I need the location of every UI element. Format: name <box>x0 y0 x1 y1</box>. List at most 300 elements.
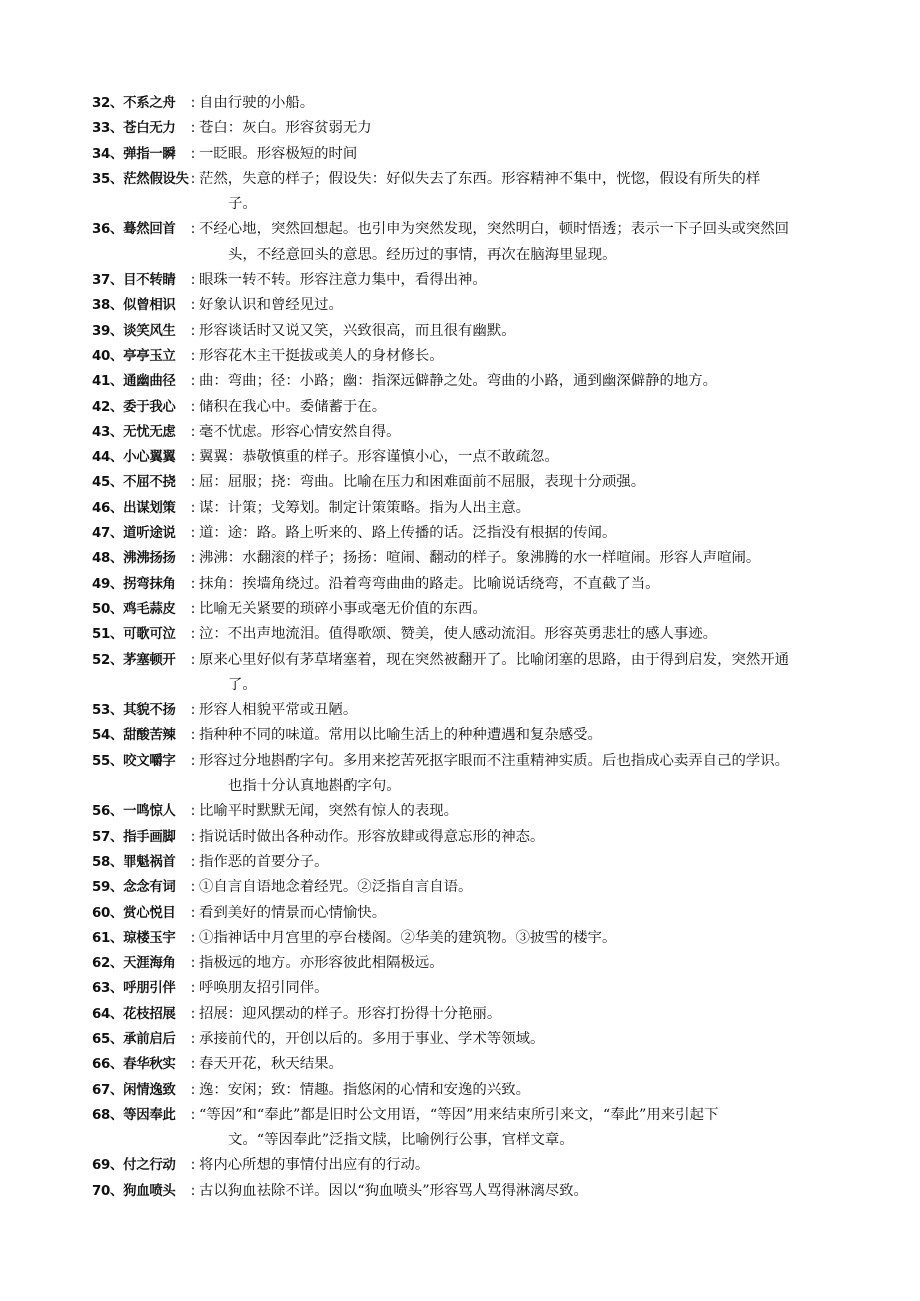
idiom-term-text: 拐弯抹角 <box>123 576 176 592</box>
idiom-number-separator: 、 <box>110 121 124 137</box>
definition-line: 比喻平时默默无闻，突然有惊人的表现。 <box>199 803 459 820</box>
definition-line: 曲：弯曲；径：小路；幽：指深远僻静之处。弯曲的小路，通到幽深僻静的地方。 <box>199 373 718 390</box>
idiom-entry <box>92 1052 832 1077</box>
idiom-definition <box>197 976 832 1001</box>
idiom-term-text: 出谋划策 <box>123 500 176 516</box>
idiom-definition <box>197 420 832 445</box>
idiom-entry <box>92 1078 832 1103</box>
definition-line: 看到美好的情景而心情愉快。 <box>199 904 387 921</box>
idiom-entry <box>92 167 832 218</box>
idiom-entry <box>92 799 832 824</box>
term-colon: : <box>190 1157 196 1174</box>
idiom-number: 40 <box>92 348 111 364</box>
idiom-term-text: 春华秋实 <box>123 1057 176 1073</box>
idiom-term <box>92 1027 189 1052</box>
idiom-number: 57 <box>92 829 111 845</box>
idiom-number: 66 <box>92 1057 111 1073</box>
idiom-number: 33 <box>92 121 111 137</box>
term-colon: : <box>190 727 196 744</box>
idiom-number-separator: 、 <box>110 905 124 921</box>
idiom-term <box>92 1002 189 1027</box>
idiom-term <box>92 723 189 748</box>
idiom-number-separator: 、 <box>110 146 124 162</box>
term-colon: : <box>190 1030 196 1047</box>
term-colon: : <box>190 1056 196 1073</box>
idiom-definition <box>197 875 832 900</box>
idiom-entry <box>92 749 832 800</box>
idiom-list <box>92 91 832 1204</box>
idiom-number: 45 <box>92 475 111 491</box>
idiom-term-text: 谈笑风生 <box>123 323 176 339</box>
idiom-term <box>92 572 189 597</box>
definition-continuation: 子。 <box>228 196 257 213</box>
idiom-entry <box>92 825 832 850</box>
idiom-term <box>92 293 189 318</box>
idiom-definition <box>197 597 832 622</box>
idiom-term-text: 闲情逸致 <box>123 1082 176 1098</box>
idiom-definition <box>197 1002 832 1027</box>
idiom-definition <box>197 572 832 597</box>
idiom-term-text: 茫然假设失 <box>123 171 189 187</box>
term-colon: : <box>190 955 196 972</box>
idiom-definition <box>197 799 832 824</box>
idiom-entry <box>92 217 832 268</box>
idiom-number-separator: 、 <box>110 450 124 466</box>
idiom-entry <box>92 976 832 1001</box>
idiom-number: 69 <box>92 1158 111 1174</box>
term-colon: : <box>190 449 196 466</box>
idiom-term-text: 呼朋引伴 <box>123 981 176 997</box>
idiom-term <box>92 901 189 926</box>
definition-line: 形容过分地斟酌字句。多用来挖苦死抠字眼而不注重精神实质。后也指成心卖弄自己的学识。 <box>199 752 790 769</box>
idiom-term <box>92 142 189 167</box>
idiom-term <box>92 496 189 521</box>
idiom-definition <box>197 167 832 218</box>
idiom-term-text: 琼楼玉宇 <box>123 930 176 946</box>
definition-line: 指作恶的首要分子。 <box>199 853 329 870</box>
idiom-number: 35 <box>92 171 111 187</box>
definition-line: 抹角：挨墙角绕过。沿着弯弯曲曲的路走。比喻说话绕弯，不直截了当。 <box>199 575 660 592</box>
idiom-definition <box>197 217 832 268</box>
idiom-entry <box>92 116 832 141</box>
idiom-definition <box>197 395 832 420</box>
definition-line: “等因”和“奉此”都是旧时公文用语，“等因”用来结束所引来文，“奉此”用来引起下 <box>199 1106 719 1123</box>
term-colon: : <box>190 929 196 946</box>
idiom-entry <box>92 597 832 622</box>
idiom-term-text: 咬文嚼字 <box>123 753 176 769</box>
term-colon: : <box>190 550 196 567</box>
idiom-term-text: 念念有词 <box>123 880 176 896</box>
idiom-entry <box>92 268 832 293</box>
idiom-term <box>92 445 189 470</box>
term-colon: : <box>190 1106 196 1123</box>
idiom-entry <box>92 926 832 951</box>
idiom-term <box>92 369 189 394</box>
idiom-definition <box>197 268 832 293</box>
idiom-number: 32 <box>92 96 111 111</box>
term-colon: : <box>190 322 196 339</box>
idiom-number: 53 <box>92 703 111 719</box>
idiom-term <box>92 344 189 369</box>
idiom-definition <box>197 901 832 926</box>
idiom-term-text: 罪魁祸首 <box>123 854 176 870</box>
term-colon: : <box>190 525 196 542</box>
idiom-term-text: 天涯海角 <box>123 956 176 972</box>
definition-line: 泣：不出声地流泪。值得歌颂、赞美，使人感动流泪。形容英勇悲壮的感人事迹。 <box>199 626 718 643</box>
definition-line: 道：途：路。路上听来的、路上传播的话。泛指没有根据的传闻。 <box>199 525 617 542</box>
definition-continuation: 也指十分认真地斟酌字句。 <box>228 778 401 795</box>
idiom-term <box>92 597 189 622</box>
idiom-entry <box>92 1002 832 1027</box>
idiom-number-separator: 、 <box>110 930 124 946</box>
idiom-number-separator: 、 <box>110 551 124 567</box>
idiom-term <box>92 749 189 774</box>
idiom-number-separator: 、 <box>110 703 124 719</box>
definition-line: 形容花木主干挺拔或美人的身材修长。 <box>199 347 444 364</box>
idiom-definition <box>197 470 832 495</box>
idiom-number-separator: 、 <box>110 374 124 390</box>
definition-line: 春天开花，秋天结果。 <box>199 1056 343 1073</box>
term-colon: : <box>190 272 196 289</box>
idiom-number-separator: 、 <box>110 348 124 364</box>
idiom-number: 68 <box>92 1107 111 1123</box>
idiom-definition <box>197 648 832 699</box>
definition-line: 茫然，失意的样子；假设失：好似失去了东西。形容精神不集中，恍惚，假设有所失的样 <box>199 170 761 187</box>
idiom-number-separator: 、 <box>110 323 124 339</box>
idiom-entry <box>92 319 832 344</box>
idiom-entry <box>92 395 832 420</box>
idiom-definition <box>197 142 832 167</box>
idiom-number: 63 <box>92 981 111 997</box>
idiom-definition <box>197 1103 832 1154</box>
definition-line: 谋：计策；戈筹划。制定计策策略。指为人出主意。 <box>199 499 530 516</box>
idiom-definition <box>197 622 832 647</box>
idiom-term-text: 苍白无力 <box>123 121 176 137</box>
idiom-number-separator: 、 <box>110 728 124 744</box>
idiom-number: 51 <box>92 627 111 643</box>
term-colon: : <box>190 499 196 516</box>
idiom-number: 41 <box>92 374 111 390</box>
idiom-entry <box>92 698 832 723</box>
idiom-term-text: 弹指一瞬 <box>123 146 176 162</box>
idiom-entry <box>92 723 832 748</box>
idiom-definition <box>197 546 832 571</box>
idiom-term <box>92 1179 189 1204</box>
definition-line: 眼珠一转不转。形容注意力集中，看得出神。 <box>199 272 487 289</box>
idiom-term <box>92 420 189 445</box>
idiom-number-separator: 、 <box>110 171 124 187</box>
definition-line: 不经心地，突然回想起。也引申为突然发现，突然明白，顿时悟透；表示一下子回头或突然回 <box>199 221 790 238</box>
idiom-definition <box>197 293 832 318</box>
definition-line: ①指神话中月宫里的亭台楼阁。②华美的建筑物。③披雪的楼宇。 <box>199 929 617 946</box>
idiom-entry <box>92 546 832 571</box>
idiom-number: 64 <box>92 1006 111 1022</box>
idiom-entry <box>92 369 832 394</box>
term-colon: : <box>190 626 196 643</box>
idiom-entry <box>92 875 832 900</box>
definition-line: 翼翼：恭敬慎重的样子。形容谨慎小心，一点不敢疏忽。 <box>199 449 559 466</box>
idiom-definition <box>197 1027 832 1052</box>
idiom-definition <box>197 1179 832 1204</box>
idiom-entry <box>92 648 832 699</box>
idiom-term <box>92 167 189 192</box>
idiom-entry <box>92 622 832 647</box>
idiom-term <box>92 825 189 850</box>
idiom-number-separator: 、 <box>110 399 124 415</box>
term-colon: : <box>190 803 196 820</box>
idiom-term-text: 不系之舟 <box>123 96 176 111</box>
idiom-number: 37 <box>92 273 111 289</box>
idiom-term <box>92 546 189 571</box>
idiom-number: 50 <box>92 601 111 617</box>
idiom-number-separator: 、 <box>110 880 124 896</box>
idiom-entry <box>92 572 832 597</box>
term-colon: : <box>190 752 196 769</box>
term-colon: : <box>190 879 196 896</box>
idiom-definition <box>197 496 832 521</box>
idiom-term-text: 甜酸苦辣 <box>123 728 176 744</box>
idiom-term-text: 等因奉此 <box>123 1107 176 1123</box>
idiom-definition <box>197 521 832 546</box>
term-colon: : <box>190 904 196 921</box>
idiom-term <box>92 116 189 141</box>
idiom-term-text: 一鸣惊人 <box>123 804 176 820</box>
idiom-number-separator: 、 <box>110 854 124 870</box>
idiom-term-text: 无忧无虑 <box>123 424 176 440</box>
idiom-number: 67 <box>92 1082 111 1098</box>
definition-line: 指极远的地方。亦形容彼此相隔极远。 <box>199 955 444 972</box>
definition-line: 沸沸：水翻滚的样子；扬扬：喧闹、翻动的样子。象沸腾的水一样喧闹。形容人声喧闹。 <box>199 550 761 567</box>
definition-line: 毫不忧虑。形容心情安然自得。 <box>199 423 401 440</box>
idiom-term-text: 赏心悦目 <box>123 905 176 921</box>
idiom-number: 52 <box>92 652 111 668</box>
idiom-entry <box>92 496 832 521</box>
idiom-number: 60 <box>92 905 111 921</box>
idiom-number: 43 <box>92 424 111 440</box>
idiom-definition <box>197 369 832 394</box>
idiom-term <box>92 850 189 875</box>
idiom-number-separator: 、 <box>110 475 124 491</box>
idiom-definition <box>197 698 832 723</box>
idiom-number-separator: 、 <box>110 652 124 668</box>
idiom-term-text: 不屈不挠 <box>123 475 176 491</box>
term-colon: : <box>190 221 196 238</box>
idiom-entry <box>92 1103 832 1154</box>
idiom-term-text: 沸沸扬扬 <box>123 551 176 567</box>
idiom-term-text: 花枝招展 <box>123 1006 176 1022</box>
idiom-number-separator: 、 <box>110 273 124 289</box>
idiom-number-separator: 、 <box>110 1183 124 1199</box>
term-colon: : <box>190 1005 196 1022</box>
idiom-definition <box>197 951 832 976</box>
idiom-definition <box>197 116 832 141</box>
idiom-term-text: 亭亭玉立 <box>123 348 176 364</box>
term-colon: : <box>190 828 196 845</box>
term-colon: : <box>190 373 196 390</box>
idiom-definition <box>197 723 832 748</box>
idiom-number-separator: 、 <box>110 627 124 643</box>
definition-line: 储积在我心中。委储蓄于在。 <box>199 398 387 415</box>
idiom-number-separator: 、 <box>110 1082 124 1098</box>
idiom-definition <box>197 344 832 369</box>
term-colon: : <box>190 702 196 719</box>
idiom-term <box>92 521 189 546</box>
idiom-term-text: 茅塞顿开 <box>123 652 176 668</box>
idiom-number: 46 <box>92 500 111 516</box>
idiom-number: 48 <box>92 551 111 567</box>
idiom-term-text: 道听途说 <box>123 526 176 542</box>
idiom-number-separator: 、 <box>110 1158 124 1174</box>
idiom-definition <box>197 445 832 470</box>
idiom-number-separator: 、 <box>110 753 124 769</box>
term-colon: : <box>190 600 196 617</box>
idiom-definition <box>197 825 832 850</box>
idiom-definition <box>197 926 832 951</box>
idiom-definition <box>197 1052 832 1077</box>
idiom-number-separator: 、 <box>110 576 124 592</box>
idiom-definition <box>197 1078 832 1103</box>
idiom-term-text: 委于我心 <box>123 399 176 415</box>
definition-line: 自由行驶的小船。 <box>199 95 315 111</box>
term-colon: : <box>190 170 196 187</box>
idiom-number-separator: 、 <box>110 1006 124 1022</box>
idiom-entry <box>92 470 832 495</box>
idiom-term <box>92 395 189 420</box>
idiom-term-text: 可歌可泣 <box>123 627 176 643</box>
idiom-term <box>92 1153 189 1178</box>
idiom-entry <box>92 951 832 976</box>
idiom-number-separator: 、 <box>110 526 124 542</box>
idiom-number: 34 <box>92 146 111 162</box>
idiom-term-text: 承前启后 <box>123 1031 176 1047</box>
idiom-definition <box>197 749 832 800</box>
idiom-definition <box>197 91 832 116</box>
term-colon: : <box>190 1081 196 1098</box>
term-colon: : <box>190 398 196 415</box>
idiom-term <box>92 319 189 344</box>
idiom-number: 54 <box>92 728 111 744</box>
definition-line: 好象认识和曾经见过。 <box>199 297 343 314</box>
term-colon: : <box>190 347 196 364</box>
term-colon: : <box>190 980 196 997</box>
idiom-number: 65 <box>92 1031 111 1047</box>
idiom-term-text: 鸡毛蒜皮 <box>123 601 176 617</box>
idiom-number-separator: 、 <box>110 1107 124 1123</box>
idiom-term <box>92 698 189 723</box>
idiom-number: 55 <box>92 753 111 769</box>
idiom-number: 36 <box>92 222 111 238</box>
idiom-entry <box>92 850 832 875</box>
term-colon: : <box>190 474 196 491</box>
term-colon: : <box>190 423 196 440</box>
idiom-number: 70 <box>92 1183 111 1199</box>
idiom-term <box>92 217 189 242</box>
idiom-term <box>92 926 189 951</box>
idiom-number: 47 <box>92 526 111 542</box>
idiom-entry <box>92 1153 832 1178</box>
idiom-number: 58 <box>92 854 111 870</box>
definition-line: 形容谈话时又说又笑，兴致很高，而且很有幽默。 <box>199 322 516 339</box>
idiom-number: 42 <box>92 399 111 415</box>
idiom-number: 62 <box>92 956 111 972</box>
idiom-number: 39 <box>92 323 111 339</box>
term-colon: : <box>190 95 196 111</box>
idiom-number-separator: 、 <box>110 298 124 314</box>
term-colon: : <box>190 145 196 162</box>
idiom-entry <box>92 445 832 470</box>
idiom-number-separator: 、 <box>110 981 124 997</box>
definition-continuation: 了。 <box>228 676 257 693</box>
idiom-term <box>92 622 189 647</box>
idiom-term <box>92 91 189 116</box>
idiom-number-separator: 、 <box>110 424 124 440</box>
term-colon: : <box>190 651 196 668</box>
idiom-number: 61 <box>92 930 111 946</box>
idiom-entry <box>92 1027 832 1052</box>
idiom-term <box>92 648 189 673</box>
idiom-number-separator: 、 <box>110 222 124 238</box>
idiom-term-text: 小心翼翼 <box>123 450 176 466</box>
idiom-number-separator: 、 <box>110 500 124 516</box>
definition-line: 原来心里好似有茅草堵塞着，现在突然被翻开了。比喻闭塞的思路，由于得到启发，突然开通 <box>199 651 790 668</box>
definition-line: 招展：迎风摆动的样子。形容打扮得十分艳丽。 <box>199 1005 502 1022</box>
idiom-number-separator: 、 <box>110 1057 124 1073</box>
idiom-entry <box>92 1179 832 1204</box>
definition-line: 苍白：灰白。形容贫弱无力 <box>199 120 372 137</box>
idiom-term <box>92 951 189 976</box>
idiom-number-separator: 、 <box>110 601 124 617</box>
idiom-number: 49 <box>92 576 111 592</box>
definition-continuation: 文。“等因奉此”泛指文牍，比喻例行公事，官样文章。 <box>228 1132 574 1149</box>
idiom-term-text: 通幽曲径 <box>123 374 176 390</box>
definition-line: 屈：屈服；挠：弯曲。比喻在压力和困难面前不屈服，表现十分顽强。 <box>199 474 646 491</box>
term-colon: : <box>190 575 196 592</box>
idiom-term-text: 目不转睛 <box>123 273 176 289</box>
idiom-term-text: 似曾相识 <box>123 298 176 314</box>
definition-line: 指说话时做出各种动作。形容放肆或得意忘形的神态。 <box>199 828 545 845</box>
definition-line: 比喻无关紧要的琐碎小事或毫无价值的东西。 <box>199 600 487 617</box>
idiom-entry <box>92 293 832 318</box>
idiom-term <box>92 1052 189 1077</box>
idiom-term-text: 付之行动 <box>123 1158 176 1174</box>
idiom-entry <box>92 344 832 369</box>
definition-line: 承接前代的，开创以后的。多用于事业、学术等领域。 <box>199 1030 545 1047</box>
idiom-entry <box>92 420 832 445</box>
idiom-term <box>92 470 189 495</box>
idiom-number-separator: 、 <box>110 1031 124 1047</box>
definition-line: 将内心所想的事情付出应有的行动。 <box>199 1157 430 1174</box>
idiom-entry <box>92 521 832 546</box>
idiom-term <box>92 875 189 900</box>
term-colon: : <box>190 297 196 314</box>
idiom-number-separator: 、 <box>110 829 124 845</box>
idiom-term <box>92 1078 189 1103</box>
idiom-number: 38 <box>92 298 111 314</box>
idiom-number: 56 <box>92 804 111 820</box>
idiom-definition <box>197 1153 832 1178</box>
idiom-term <box>92 268 189 293</box>
term-colon: : <box>190 120 196 137</box>
idiom-number: 44 <box>92 450 111 466</box>
idiom-entry <box>92 91 832 116</box>
idiom-definition <box>197 850 832 875</box>
idiom-term-text: 指手画脚 <box>123 829 176 845</box>
idiom-term <box>92 1103 189 1128</box>
idiom-term-text: 蓦然回首 <box>123 222 176 238</box>
idiom-entry <box>92 142 832 167</box>
definition-line: 形容人相貌平常或丑陋。 <box>199 702 358 719</box>
definition-line: 古以狗血祛除不详。因以“狗血喷头”形容骂人骂得淋漓尽致。 <box>199 1182 588 1199</box>
